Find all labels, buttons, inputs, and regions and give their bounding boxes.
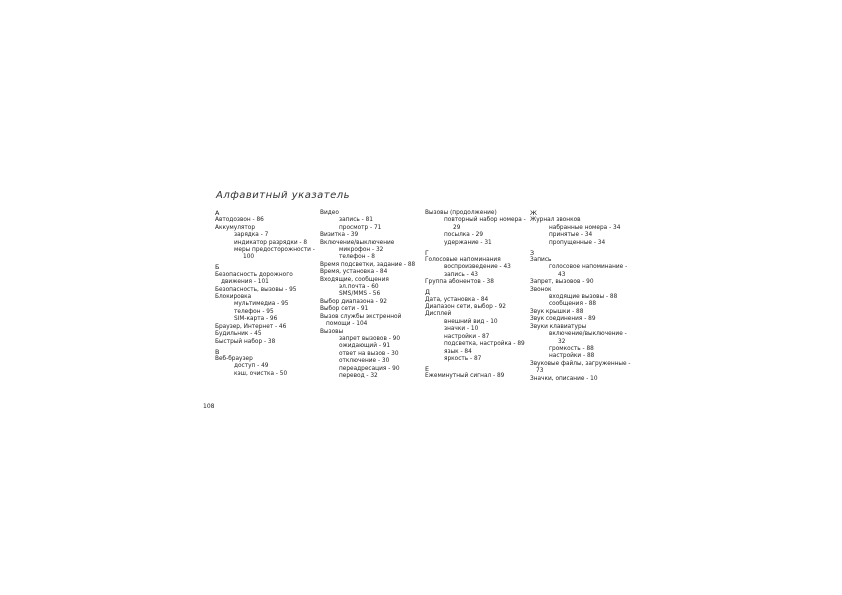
index-entry: Запрет, вызовов - 90 xyxy=(530,279,594,286)
index-entry: воспроизведение - 43 xyxy=(444,264,511,271)
index-entry: Диапазон сети, выбор - 92 xyxy=(425,304,506,311)
index-letter-heading: Г xyxy=(425,248,429,257)
page-number: 108 xyxy=(203,403,215,410)
index-entry: перевод - 32 xyxy=(339,372,378,379)
index-entry: Голосовые напоминания xyxy=(425,257,501,264)
index-entry: доступ - 49 xyxy=(234,363,269,370)
index-entry: 100 xyxy=(243,254,255,261)
index-entry: Видео xyxy=(320,210,339,216)
index-entry: мультимедиа - 95 xyxy=(234,301,289,308)
index-entry: Выбор диапазона - 92 xyxy=(320,298,387,305)
index-entry: посылка - 29 xyxy=(444,232,484,239)
index-entry: подсветка, настройка - 89 xyxy=(444,341,525,348)
index-entry: Визитка - 39 xyxy=(320,232,359,239)
index-entry: включение/выключение - xyxy=(549,331,627,338)
index-entry: Время подсветки, задание - 88 xyxy=(320,261,416,268)
index-entry: Звук соединения - 89 xyxy=(530,316,596,323)
index-entry: Журнал звонков xyxy=(530,217,581,224)
index-entry: SIM-карта - 96 xyxy=(234,316,278,323)
index-entry: повторный набор номера - xyxy=(444,217,526,224)
index-entry: Безопасность, вызовы - 95 xyxy=(215,286,297,293)
index-entry: принятые - 34 xyxy=(549,232,593,239)
index-entry: Блокировка xyxy=(215,294,252,301)
index-entry: Безопасность дорожного xyxy=(215,271,293,278)
index-entry: телефон - 8 xyxy=(339,254,375,261)
index-entry: Ежеминутный сигнал - 89 xyxy=(425,373,505,380)
index-entry: просмотр - 71 xyxy=(339,224,382,231)
index-entry: Звук крышки - 88 xyxy=(530,308,584,315)
index-entry: Выбор сети - 91 xyxy=(320,306,369,313)
index-entry: ожидающий - 91 xyxy=(339,343,391,350)
index-entry: переадресация - 90 xyxy=(339,365,400,372)
index-entry: Звуковые файлы, загруженные - xyxy=(530,360,631,367)
index-entry: отключение - 30 xyxy=(339,358,390,365)
index-entry: 32 xyxy=(558,338,566,345)
index-entry: Автодозвон - 86 xyxy=(215,217,264,224)
index-entry: SMS/MMS - 56 xyxy=(339,291,381,298)
index-letter-heading: Е xyxy=(425,364,430,373)
index-title: Алфавитный указатель xyxy=(216,190,351,201)
index-entry: Вызов службы экстренной xyxy=(320,313,402,320)
index-entry: ответ на вызов - 30 xyxy=(339,350,399,357)
index-entry: Звонок xyxy=(530,286,552,293)
index-entry: Звуки клавиатуры xyxy=(530,323,587,330)
index-entry: внешний вид - 10 xyxy=(444,318,498,325)
index-entry: Быстрый набор - 38 xyxy=(215,338,276,345)
index-entry: эл.почта - 60 xyxy=(339,284,379,291)
index-entry: громкость - 88 xyxy=(549,345,594,352)
index-entry: значки - 10 xyxy=(444,326,479,333)
index-entry: Время, установка - 84 xyxy=(320,269,388,276)
index-entry: Дисплей xyxy=(425,311,452,318)
index-entry: голосовое напоминание - xyxy=(549,264,628,271)
index-entry: 73 xyxy=(536,368,544,375)
index-column-2 xyxy=(320,210,420,380)
index-entry: сообщения - 88 xyxy=(549,301,597,308)
index-entry: Браузер, Интернет - 46 xyxy=(215,323,287,330)
index-entry: Аккумулятор xyxy=(215,224,255,231)
index-entry: настройки - 88 xyxy=(549,353,595,360)
index-entry: Группа абонентов - 38 xyxy=(425,279,494,286)
index-entry: меры предосторожности - xyxy=(234,247,315,254)
index-entry: набранные номера - 34 xyxy=(549,224,621,231)
index-entry: Будильник - 45 xyxy=(215,331,262,338)
index-entry: Вызовы (продолжение) xyxy=(425,210,497,216)
index-entry: Веб-браузер xyxy=(215,355,253,362)
index-entry: удержание - 31 xyxy=(444,239,492,246)
index-entry: помощи - 104 xyxy=(326,321,368,328)
index-entry: микрофон - 32 xyxy=(339,247,384,254)
index-entry: настройки - 87 xyxy=(444,333,490,340)
index-entry: запись - 43 xyxy=(444,271,478,278)
index-entry: язык - 84 xyxy=(444,348,472,355)
index-entry: 43 xyxy=(558,271,566,278)
index-letter-heading: З xyxy=(530,248,535,257)
index-column-3 xyxy=(425,210,525,381)
index-column-4 xyxy=(530,210,630,383)
index-entry: телефон - 95 xyxy=(234,308,274,315)
index-entry: индикатор разрядки - 8 xyxy=(234,239,308,246)
index-entry: запись - 81 xyxy=(339,217,373,224)
index-entry: Значки, описание - 10 xyxy=(530,375,598,382)
index-entry: яркость - 87 xyxy=(444,355,482,362)
index-column-1 xyxy=(215,210,315,378)
index-entry: кэш, очистка - 50 xyxy=(234,370,288,377)
index-letter-heading: В xyxy=(215,347,220,356)
index-entry: Дата, установка - 84 xyxy=(425,296,489,303)
index-letter-heading: Ж xyxy=(530,209,537,217)
index-entry: запрет вызовов - 90 xyxy=(339,335,401,342)
index-entry: Вызовы xyxy=(320,328,344,335)
index-entry: 29 xyxy=(453,224,461,231)
index-entry: зарядка - 7 xyxy=(234,232,269,239)
index-entry: Включение/выключение xyxy=(320,239,395,246)
index-entry: Входящие, сообщения xyxy=(320,276,389,283)
index-letter-heading: Б xyxy=(215,263,220,272)
index-entry: движения - 101 xyxy=(221,279,269,286)
index-entry: Запись xyxy=(530,257,552,264)
index-letter-heading: Д xyxy=(425,288,430,297)
index-entry: пропущенные - 34 xyxy=(549,239,606,246)
index-entry: входящие вызовы - 88 xyxy=(549,294,618,301)
index-letter-heading: А xyxy=(215,209,220,217)
